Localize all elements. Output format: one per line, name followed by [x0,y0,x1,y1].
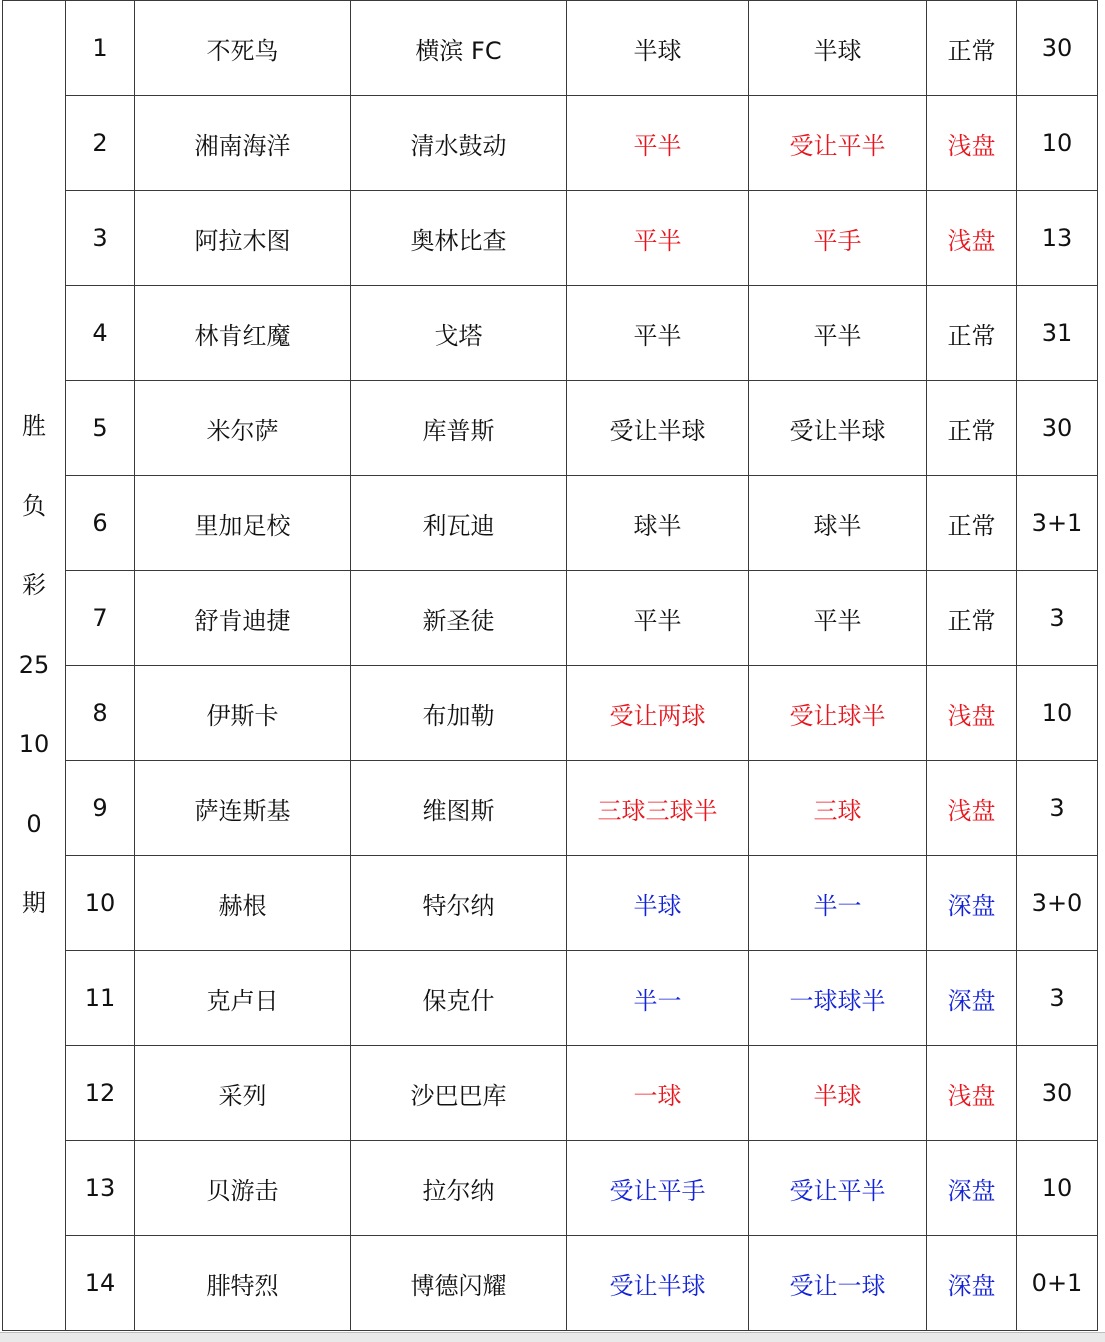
current-line-cell: 受让球半 [749,666,927,761]
depth-cell: 正常 [927,286,1017,381]
current-line-cell: 半一 [749,856,927,951]
match-number-cell: 13 [66,1141,135,1236]
away-team-cell: 沙巴巴库 [351,1046,567,1141]
match-number-cell: 3 [66,191,135,286]
away-team-cell: 清水鼓动 [351,96,567,191]
pick-cell: 0+1 [1017,1236,1098,1331]
match-number-cell: 14 [66,1236,135,1331]
away-team-cell: 利瓦迪 [351,476,567,571]
current-line-cell: 一球球半 [749,951,927,1046]
home-team-cell: 阿拉木图 [135,191,351,286]
home-team-cell: 赫根 [135,856,351,951]
table-row [3,666,1098,761]
table-row [3,1046,1098,1141]
match-number-cell: 7 [66,571,135,666]
away-team-cell: 横滨 FC [351,1,567,96]
depth-cell: 正常 [927,571,1017,666]
opening-line-cell: 平半 [567,571,749,666]
pick-cell: 3+1 [1017,476,1098,571]
opening-line-cell: 受让两球 [567,666,749,761]
pick-cell: 13 [1017,191,1098,286]
away-team-cell: 新圣徒 [351,571,567,666]
current-line-cell: 平半 [749,571,927,666]
opening-line-cell: 半球 [567,856,749,951]
depth-cell: 深盘 [927,856,1017,951]
match-number-cell: 2 [66,96,135,191]
current-line-cell: 受让一球 [749,1236,927,1331]
away-team-cell: 戈塔 [351,286,567,381]
away-team-cell: 布加勒 [351,666,567,761]
depth-cell: 正常 [927,1,1017,96]
opening-line-cell: 受让半球 [567,1236,749,1331]
away-team-cell: 奥林比查 [351,191,567,286]
home-team-cell: 萨连斯基 [135,761,351,856]
home-team-cell: 林肯红魔 [135,286,351,381]
table-row [3,856,1098,951]
opening-line-cell: 球半 [567,476,749,571]
current-line-cell: 半球 [749,1,927,96]
current-line-cell: 三球 [749,761,927,856]
pick-cell: 31 [1017,286,1098,381]
home-team-cell: 不死鸟 [135,1,351,96]
depth-cell: 深盘 [927,1141,1017,1236]
home-team-cell: 贝游击 [135,1141,351,1236]
pick-cell: 3 [1017,951,1098,1046]
depth-cell: 正常 [927,381,1017,476]
table-row [3,761,1098,856]
away-team-cell: 维图斯 [351,761,567,856]
home-team-cell: 米尔萨 [135,381,351,476]
opening-line-cell: 平半 [567,286,749,381]
match-number-cell: 10 [66,856,135,951]
depth-cell: 浅盘 [927,666,1017,761]
pick-cell: 3 [1017,761,1098,856]
home-team-cell: 湘南海洋 [135,96,351,191]
depth-cell: 正常 [927,476,1017,571]
opening-line-cell: 平半 [567,191,749,286]
depth-cell: 浅盘 [927,1046,1017,1141]
current-line-cell: 受让平半 [749,96,927,191]
match-number-cell: 9 [66,761,135,856]
away-team-cell: 博德闪耀 [351,1236,567,1331]
match-number-cell: 6 [66,476,135,571]
pick-cell: 30 [1017,381,1098,476]
pick-cell: 10 [1017,1141,1098,1236]
away-team-cell: 保克什 [351,951,567,1046]
match-table-body [3,1,1098,1331]
home-team-cell: 伊斯卡 [135,666,351,761]
table-row [3,1141,1098,1236]
home-team-cell: 舒肯迪捷 [135,571,351,666]
match-number-cell: 12 [66,1046,135,1141]
depth-cell: 深盘 [927,1236,1017,1331]
table-row [3,1236,1098,1331]
current-line-cell: 受让平半 [749,1141,927,1236]
pick-cell: 3 [1017,571,1098,666]
opening-line-cell: 半球 [567,1,749,96]
table-row [3,571,1098,666]
opening-line-cell: 半一 [567,951,749,1046]
current-line-cell: 球半 [749,476,927,571]
current-line-cell: 半球 [749,1046,927,1141]
pick-cell: 10 [1017,666,1098,761]
home-team-cell: 克卢日 [135,951,351,1046]
table-row [3,96,1098,191]
match-number-cell: 11 [66,951,135,1046]
opening-line-cell: 平半 [567,96,749,191]
pick-cell: 3+0 [1017,856,1098,951]
match-number-cell: 5 [66,381,135,476]
opening-line-cell: 一球 [567,1046,749,1141]
depth-cell: 浅盘 [927,191,1017,286]
table-row [3,381,1098,476]
match-number-cell: 8 [66,666,135,761]
period-label-cell [3,1,66,1331]
current-line-cell: 受让半球 [749,381,927,476]
away-team-cell: 特尔纳 [351,856,567,951]
period-label: 胜负彩25100期 [18,412,50,918]
opening-line-cell: 受让平手 [567,1141,749,1236]
away-team-cell: 库普斯 [351,381,567,476]
current-line-cell: 平半 [749,286,927,381]
pick-cell: 30 [1017,1046,1098,1141]
home-team-cell: 里加足校 [135,476,351,571]
opening-line-cell: 受让半球 [567,381,749,476]
depth-cell: 浅盘 [927,761,1017,856]
pick-cell: 10 [1017,96,1098,191]
table-row [3,951,1098,1046]
home-team-cell: 腓特烈 [135,1236,351,1331]
pick-cell: 30 [1017,1,1098,96]
match-table [2,0,1098,1331]
opening-line-cell: 三球三球半 [567,761,749,856]
match-number-cell: 4 [66,286,135,381]
table-row [3,476,1098,571]
table-row [3,286,1098,381]
current-line-cell: 平手 [749,191,927,286]
home-team-cell: 采列 [135,1046,351,1141]
away-team-cell: 拉尔纳 [351,1141,567,1236]
depth-cell: 深盘 [927,951,1017,1046]
table-row [3,1,1098,96]
depth-cell: 浅盘 [927,96,1017,191]
table-row [3,191,1098,286]
match-number-cell: 1 [66,1,135,96]
